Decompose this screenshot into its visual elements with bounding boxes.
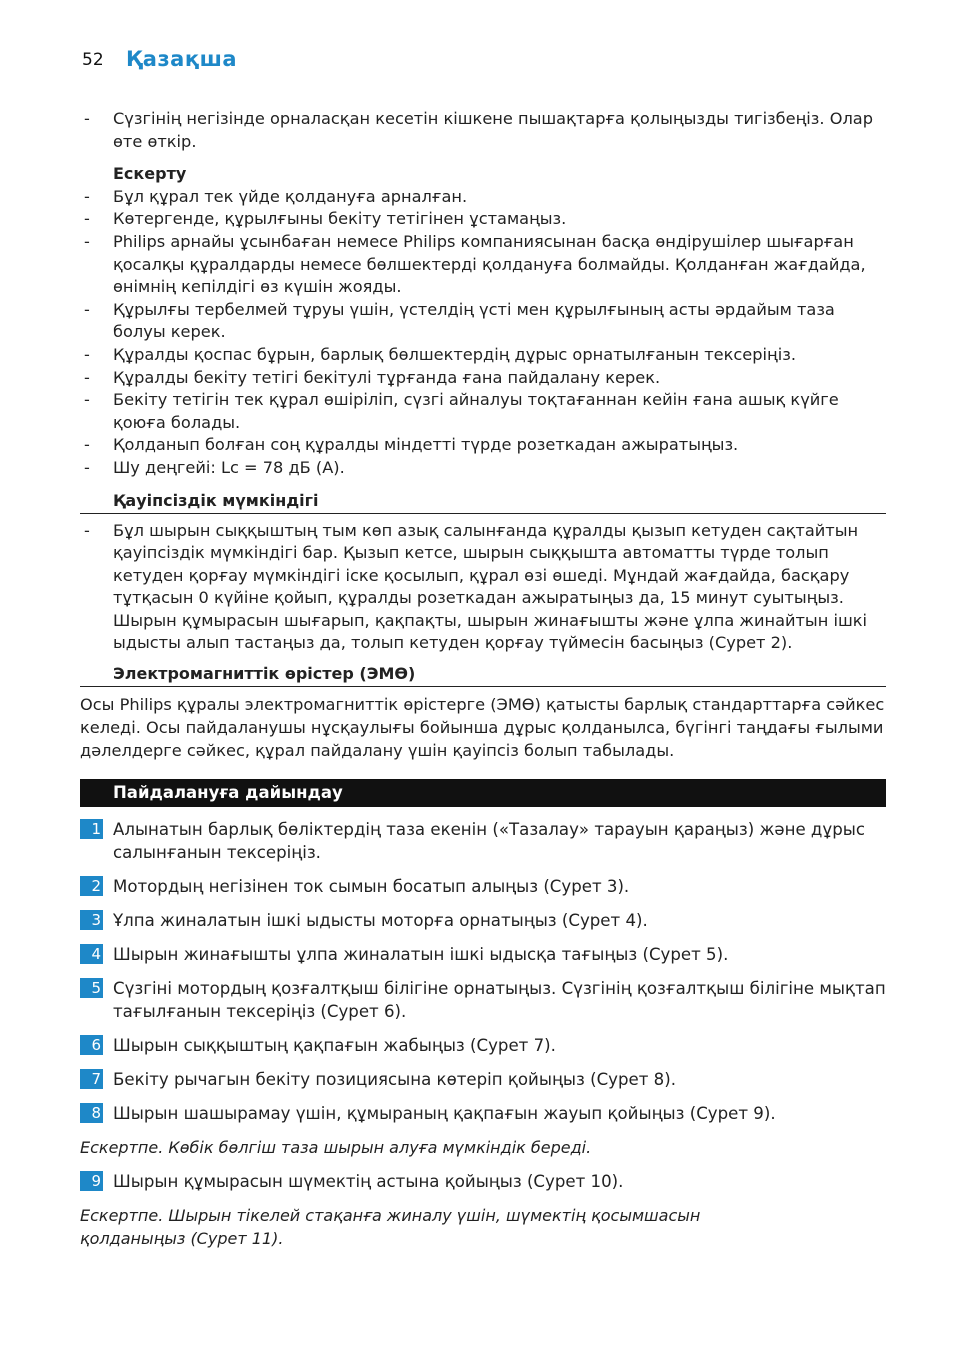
section-language-title: Қазақша — [126, 47, 238, 71]
list-item: - Көтергенде, құрылғыны бекіту тетігінен ұстамаңыз. — [84, 209, 567, 229]
step-number-badge: 1 — [80, 819, 103, 839]
step-number-badge: 5 — [80, 978, 103, 998]
list-item: - Philips арнайы ұсынбаған немесе Philips компаниясынан басқа өндірушілер шығарған қосалқы құралдарды немесе бөлшектерді қолдануға болмайды. Қолданған жағдайда, өнімнің кепілдігі өз күшін жояды. — [84, 231, 866, 297]
list-item: - Құралды бекіту тетігі бекітулі тұрғанда ғана пайдалану керек. — [84, 367, 661, 387]
caution-list — [80, 186, 886, 480]
list-item: - Шу деңгейі: Lc = 78 дБ (A). — [84, 457, 345, 477]
step-item: 8 Шырын шашырамау үшін, құмыраның қақпағын жауып қойыңыз (Сурет 9). — [80, 1102, 886, 1125]
note: Ескертпе. Көбік бөлгіш таза шырын алуға мүмкіндік береді. — [80, 1138, 592, 1158]
step-number-badge: 2 — [80, 876, 103, 896]
note: Ескертпе. Шырын тікелей стақанға жиналу үшін, шүмектің қосымшасын қолданыңыз (Сурет 11). — [80, 1206, 701, 1249]
step-number-badge: 9 — [80, 1171, 103, 1191]
step-item: 9 Шырын құмырасын шүмектің астына қойыңыз (Сурет 10). — [80, 1170, 886, 1193]
emf-heading: Электромагниттік өрістер (ЭМӨ) — [80, 663, 886, 687]
list-item: - Қолданып болған соң құралды міндетті түрде розеткадан ажыратыңыз. — [84, 435, 739, 455]
step-item: 4 Шырын жинағышты ұлпа жиналатын ішкі ыдысқа тағыңыз (Сурет 5). — [80, 943, 886, 966]
list-item: - Бұл шырын сыққыштың тым көп азық салынғанда құралды қызып кетуден сақтайтын қауіпсіздік мүмкіндігі бар. Қызып кетсе, шырын сыққышта автоматты түрде толып кетуден қорғау мүмкіндігі іске қосылып, құрал өзі өшеді. Мұндай жағдайда, басқару тұтқасын 0 күйіне қойып, құралды розеткадан ажыратыңыз да, 15 минут суытыңыз. Шырын құмырасын шығарып, қақпақты, шырын жинағышты және ұлпа жинайтын ішкі ыдысты алып тастаңыз да, толып кетуден қорғау түймесін басыңыз (Сурет 2). — [84, 520, 868, 653]
list-item: - Сүзгінің негізінде орналасқан кесетін кішкене пышақтарға қолыңызды тигізбеңіз. Олар өте өткір. — [84, 109, 873, 151]
list-item: - Бұл құрал тек үйде қолдануға арналған. — [84, 186, 468, 206]
preparation-steps — [80, 818, 886, 1125]
step-number-badge: 3 — [80, 910, 103, 930]
step-number-badge: 6 — [80, 1035, 103, 1055]
page-content — [80, 108, 886, 1250]
step-item: 3 Ұлпа жиналатын ішкі ыдысты моторға орнатыңыз (Сурет 4). — [80, 909, 886, 932]
list-item: - Құрылғы тербелмей тұруы үшін, үстелдің үсті мен құрылғының асты әрдайым таза болуы керек. — [84, 299, 835, 342]
step-item: 2 Мотордың негізінен ток сымын босатып алыңыз (Сурет 3). — [80, 875, 886, 898]
step-number-badge: 7 — [80, 1069, 103, 1089]
preparation-heading: Пайдалануға дайындау — [80, 779, 886, 807]
step-number-badge: 8 — [80, 1103, 103, 1123]
safety-heading: Қауіпсіздік мүмкіндігі — [80, 490, 886, 514]
list-item: - Бекіту тетігін тек құрал өшіріліп, сүзгі айналуы тоқтағаннан кейін ғана ашық күйге қоюға болады. — [84, 390, 839, 432]
step-item: 5 Сүзгіні мотордың қозғалтқыш білігіне орнатыңыз. Сүзгінің қозғалтқыш білігіне мықтап тағылғанын тексеріңіз (Сурет 6). — [80, 977, 886, 1023]
caution-heading: Ескерту — [113, 164, 187, 184]
step-item: 7 Бекіту рычагын бекіту позициясына көтеріп қойыңыз (Сурет 8). — [80, 1068, 886, 1091]
page-number: 52 — [82, 50, 104, 70]
step-item: 1 Алынатын барлық бөліктердің таза екенін («Тазалау» тарауын қараңыз) және дұрыс салынғанын тексеріңіз. — [80, 818, 886, 864]
list-item: - Құралды қоспас бұрын, барлық бөлшектердің дұрыс орнатылғанын тексеріңіз. — [84, 344, 796, 364]
emf-paragraph: Осы Philips құралы электромагниттік өрістерге (ЭМӨ) қатысты барлық стандарттарға сәйкес келеді. Осы пайдаланушы нұсқаулығы бойынша дұрыс қолданылса, бүгінгі таңдағы ғылыми дәлелдерге сәйкес, құрал пайдалану үшін қауіпсіз болып табылады. — [80, 695, 885, 761]
step-number-badge: 4 — [80, 944, 103, 964]
step-item: 6 Шырын сыққыштың қақпағын жабыңыз (Сурет 7). — [80, 1034, 886, 1057]
